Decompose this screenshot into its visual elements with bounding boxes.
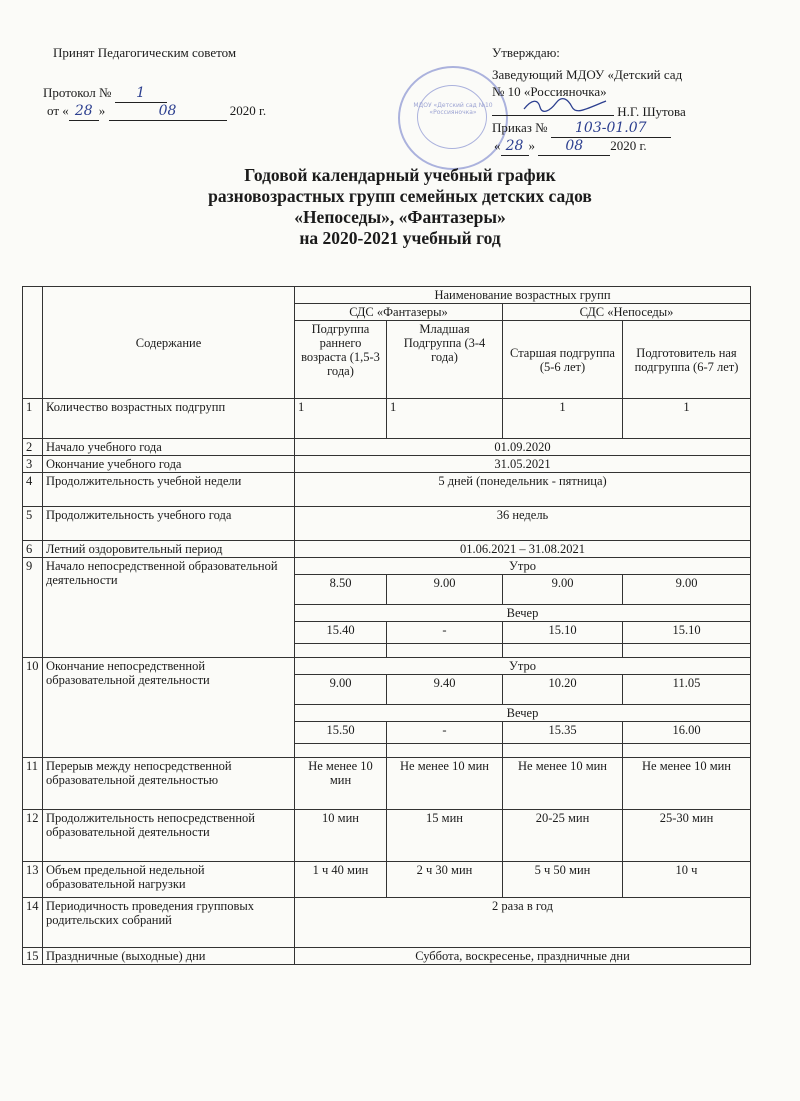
cell-value: 25-30 мин [623,810,751,862]
protocol-month: 08 [158,103,177,119]
order-label: Приказ № [492,120,548,135]
protocol-date-line [47,102,266,121]
row-label: Праздничные (выходные) дни [43,948,295,965]
cell-value: 5 ч 50 мин [503,862,623,898]
table-row [23,658,751,675]
row-label: Перерыв между непосредственной образовательной деятельностью [43,758,295,810]
order-year: 2020 г. [610,138,647,153]
table-row [23,898,751,948]
cell-value: 01.06.2021 – 31.08.2021 [295,541,751,558]
protocol-year: 2020 г. [229,103,267,118]
row-label: Количество возрастных подгрупп [43,399,295,439]
row-number: 14 [23,898,43,948]
cell-value: 15 мин [387,810,503,862]
morning-subheader: Утро [295,658,751,675]
cell-value: 16.00 [623,722,751,744]
row-label: Продолжительность учебного года [43,507,295,541]
cell-value: Не менее 10 мин [503,758,623,810]
order-date-open: « [494,138,501,153]
handwritten-signature [520,97,610,113]
title-line-4: на 2020-2021 учебный год [299,228,501,248]
row-number: 1 [23,399,43,439]
row-number: 5 [23,507,43,541]
header-content: Содержание [43,287,295,399]
signature-line [492,101,686,120]
cell-value: 01.09.2020 [295,439,751,456]
cell-value: 9.40 [387,675,503,705]
row-label: Продолжительность непосредственной образовательной деятельности [43,810,295,862]
row-number: 3 [23,456,43,473]
title-line-3: «Непоседы», «Фантазеры» [294,207,506,227]
row-label: Продолжительность учебной недели [43,473,295,507]
row-label: Окончание учебного года [43,456,295,473]
table-row [23,948,751,965]
order-month: 08 [565,138,584,154]
row-number: 12 [23,810,43,862]
cell-value: 36 недель [295,507,751,541]
table-row [23,456,751,473]
document-title [0,165,800,249]
cell-value: 15.35 [503,722,623,744]
cell-value: 20-25 мин [503,810,623,862]
table-row [23,810,751,862]
cell-value: Не менее 10 мин [623,758,751,810]
order-line [492,119,671,138]
row-number: 10 [23,658,43,758]
protocol-label: Протокол № [43,85,112,100]
row-label: Окончание непосредственной образовательной деятельности [43,658,295,758]
header-group-early: Подгруппа раннего возраста (1,5-3 года) [295,321,387,399]
cell-value: 2 раза в год [295,898,751,948]
head-position-line2: № 10 «Россияночка» [492,84,607,99]
head-name: Н.Г. Шутова [617,104,686,119]
evening-subheader: Вечер [295,605,751,622]
cell-value: 1 [503,399,623,439]
cell-value: 15.10 [623,622,751,644]
table-row [23,541,751,558]
row-number: 13 [23,862,43,898]
cell-value: 8.50 [295,575,387,605]
header-group-junior: Младшая Подгруппа (3-4 года) [387,321,503,399]
row-label: Начало учебного года [43,439,295,456]
cell-value: 1 [623,399,751,439]
title-line-1: Годовой календарный учебный график [244,165,556,185]
cell-value: 10.20 [503,675,623,705]
title-line-2: разновозрастных групп семейных детских садов [208,186,592,206]
header-number-cell [23,287,43,399]
order-date-line [494,137,647,156]
protocol-day: 28 [74,103,93,119]
order-date-mid: » [528,138,535,153]
table-row [23,507,751,541]
table-row [23,439,751,456]
morning-subheader: Утро [295,558,751,575]
protocol-line [43,84,167,103]
row-number: 15 [23,948,43,965]
table-row [23,473,751,507]
row-number: 11 [23,758,43,810]
row-number: 6 [23,541,43,558]
date-mid-quote: » [98,103,106,118]
order-day: 28 [505,138,524,154]
table-row [23,558,751,575]
cell-value: 15.50 [295,722,387,744]
order-number: 103-01.07 [575,120,647,136]
approval-label: Утверждаю: [492,45,560,60]
cell-value: 15.40 [295,622,387,644]
cell-value: 1 [295,399,387,439]
cell-value: Не менее 10 мин [387,758,503,810]
cell-value: 15.10 [503,622,623,644]
seal-text: МДОУ «Детский сад №10 «Россияночка» [413,102,493,116]
evening-subheader: Вечер [295,705,751,722]
schedule-table [22,286,751,965]
cell-value: 9.00 [503,575,623,605]
cell-value: 5 дней (понедельник - пятница) [295,473,751,507]
head-position-line1: Заведующий МДОУ «Детский сад [492,67,683,82]
header-sds-fantazery: СДС «Фантазеры» [295,304,503,321]
council-approval-line: Принят Педагогическим советом [53,45,237,60]
row-number: 9 [23,558,43,658]
cell-value: Не менее 10 мин [295,758,387,810]
cell-value: 10 мин [295,810,387,862]
row-label: Периодичность проведения групповых родительских собраний [43,898,295,948]
row-number: 2 [23,439,43,456]
row-label: Начало непосредственной образовательной деятельности [43,558,295,658]
cell-value: 1 ч 40 мин [295,862,387,898]
table-row [23,399,751,439]
cell-value: 10 ч [623,862,751,898]
header-group-senior: Старшая подгруппа (5-6 лет) [503,321,623,399]
cell-value: 1 [387,399,503,439]
header-age-groups: Наименование возрастных групп [295,287,751,304]
row-label: Объем предельной недельной образовательной нагрузки [43,862,295,898]
protocol-number: 1 [136,85,146,101]
header-sds-neposedy: СДС «Непоседы» [503,304,751,321]
date-open-label: от « [47,103,69,118]
table-row [23,758,751,810]
row-label: Летний оздоровительный период [43,541,295,558]
cell-value: - [387,722,503,744]
cell-value: Суббота, воскресенье, праздничные дни [295,948,751,965]
cell-value: 9.00 [387,575,503,605]
cell-value: 11.05 [623,675,751,705]
cell-value: 9.00 [295,675,387,705]
cell-value: 31.05.2021 [295,456,751,473]
cell-value: - [387,622,503,644]
header-group-preparatory: Подготовитель ная подгруппа (6-7 лет) [623,321,751,399]
cell-value: 2 ч 30 мин [387,862,503,898]
row-number: 4 [23,473,43,507]
table-row [23,862,751,898]
cell-value: 9.00 [623,575,751,605]
